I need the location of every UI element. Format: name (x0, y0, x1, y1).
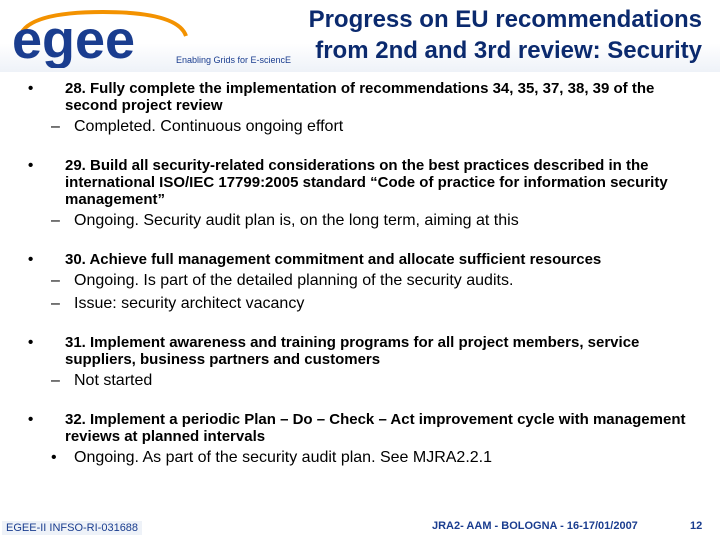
status-line (51, 447, 698, 468)
status-line (51, 210, 698, 231)
recommendation-text: 31. Implement awareness and training programs for all project members, service suppliers, business partners and customers (65, 334, 640, 368)
logo-text: egee (12, 10, 136, 68)
recommendation-text: 32. Implement a periodic Plan – Do – Check – Act improvement cycle with management reviews at planned intervals (65, 411, 686, 445)
recommendation-text: 28. Fully complete the implementation of recommendations 34, 35, 37, 38, 39 of the second project review (65, 80, 655, 114)
status-line (51, 293, 698, 314)
list-item (28, 157, 698, 231)
footer-project-id: EGEE-II INFSO-RI-031688 (2, 521, 142, 535)
footer-event: JRA2- AAM - BOLOGNA - 16-17/01/2007 (432, 520, 638, 532)
title-line-2: from 2nd and 3rd review: Security (315, 37, 702, 64)
list-item (28, 251, 698, 314)
recommendation-text: 30. Achieve full management commitment and allocate sufficient resources (65, 251, 602, 268)
status-text: Ongoing. As part of the security audit plan. See MJRA2.2.1 (74, 449, 493, 466)
dash-icon: – (51, 295, 60, 312)
status-text: Not started (74, 372, 153, 389)
status-text: Completed. Continuous ongoing effort (74, 118, 344, 135)
status-text: Ongoing. Security audit plan is, on the long term, aiming at this (74, 212, 519, 229)
bullet-icon: • (28, 411, 34, 428)
slide-header (0, 0, 720, 72)
bullet-list (28, 80, 698, 488)
status-line (51, 116, 698, 137)
status-line (51, 270, 698, 291)
bullet-icon: • (28, 157, 34, 174)
tagline: Enabling Grids for E-sciencE (176, 55, 292, 65)
list-item (28, 411, 698, 468)
dash-icon: – (51, 212, 60, 229)
page-number: 12 (690, 520, 703, 532)
dash-icon: – (51, 118, 60, 135)
egee-logo (8, 6, 198, 68)
sub-bullet-icon: • (51, 449, 57, 466)
status-text: Ongoing. Is part of the detailed planning of the security audits. (74, 272, 514, 289)
recommendation-text: 29. Build all security-related considerations on the best practices described in the international ISO/IEC 17799:2005 standard “Code of practice for information security management” (65, 157, 668, 208)
dash-icon: – (51, 272, 60, 289)
status-text: Issue: security architect vacancy (74, 295, 305, 312)
bullet-icon: • (28, 251, 34, 268)
list-item (28, 80, 698, 137)
slide-title (309, 4, 702, 66)
title-line-1: Progress on EU recommendations (308, 6, 702, 33)
list-item (28, 334, 698, 391)
dash-icon: – (51, 372, 60, 389)
bullet-icon: • (28, 80, 34, 97)
bullet-icon: • (28, 334, 34, 351)
status-line (51, 370, 698, 391)
